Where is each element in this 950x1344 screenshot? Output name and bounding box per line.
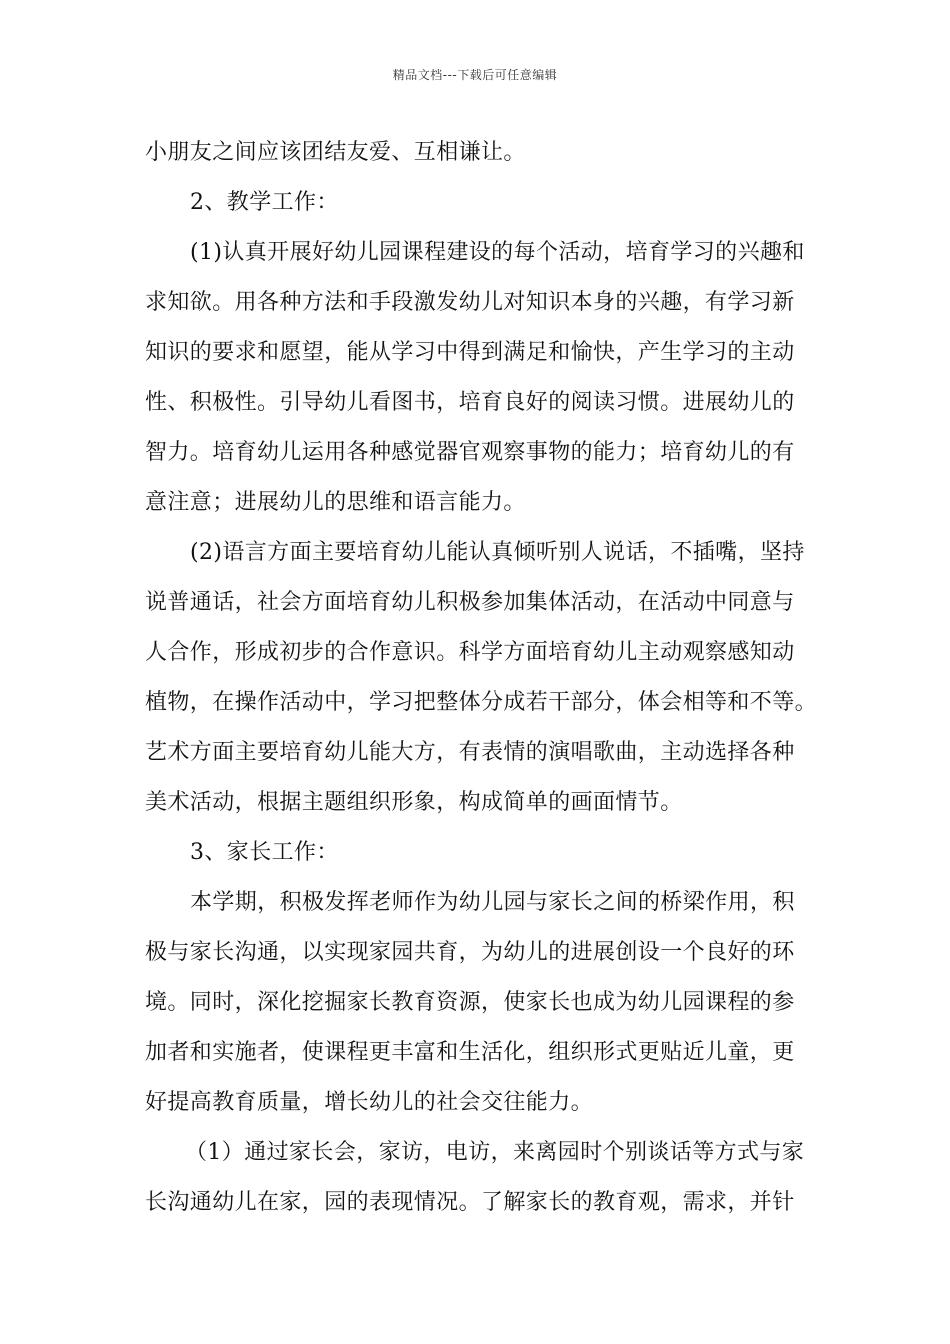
text-line: 长沟通幼儿在家，园的表现情况。了解家长的教育观，需求，并针 bbox=[145, 1190, 795, 1215]
page-header: 精品文档---下载后可任意编辑 bbox=[392, 68, 558, 82]
text-line: 本学期，积极发挥老师作为幼儿园与家长之间的桥梁作用，积 bbox=[190, 890, 795, 915]
text-line: 好提高教育质量，增长幼儿的社会交往能力。 bbox=[145, 1090, 594, 1115]
text-line: 加者和实施者，使课程更丰富和生活化，组织形式更贴近儿童，更 bbox=[145, 1040, 795, 1065]
text-line: 美术活动，根据主题组织形象，构成简单的画面情节。 bbox=[145, 790, 683, 815]
text-line: 说普通话，社会方面培育幼儿积极参加集体活动，在活动中同意与 bbox=[145, 590, 795, 615]
text-line: 人合作，形成初步的合作意识。科学方面培育幼儿主动观察感知动 bbox=[145, 640, 795, 665]
text-line: 植物，在操作活动中，学习把整体分成若干部分，体会相等和不等。 bbox=[145, 690, 818, 715]
text-line: 知识的要求和愿望，能从学习中得到满足和愉快，产生学习的主动 bbox=[145, 340, 795, 365]
text-line: （1）通过家长会，家访，电访，来离园时个别谈话等方式与家 bbox=[185, 1140, 805, 1165]
text-line: (1)认真开展好幼儿园课程建设的每个活动，培育学习的兴趣和 bbox=[190, 240, 805, 265]
section-heading: 3、家长工作： bbox=[190, 840, 339, 865]
text-line: 境。同时，深化挖掘家长教育资源，使家长也成为幼儿园课程的参 bbox=[145, 990, 795, 1015]
text-line: 极与家长沟通，以实现家园共育，为幼儿的进展创设一个良好的环 bbox=[145, 940, 795, 965]
text-line: 智力。培育幼儿运用各种感觉器官观察事物的能力；培育幼儿的有 bbox=[145, 440, 795, 465]
text-line: 意注意；进展幼儿的思维和语言能力。 bbox=[145, 490, 526, 515]
text-line: (2)语言方面主要培育幼儿能认真倾听别人说话，不插嘴，坚持 bbox=[190, 540, 805, 565]
section-heading: 2、教学工作： bbox=[190, 190, 339, 215]
text-line: 小朋友之间应该团结友爱、互相谦让。 bbox=[145, 140, 526, 165]
text-line: 性、积极性。引导幼儿看图书，培育良好的阅读习惯。进展幼儿的 bbox=[145, 390, 795, 415]
document-body bbox=[145, 128, 818, 1228]
text-line: 艺术方面主要培育幼儿能大方，有表情的演唱歌曲，主动选择各种 bbox=[145, 740, 795, 765]
text-line: 求知欲。用各种方法和手段激发幼儿对知识本身的兴趣，有学习新 bbox=[145, 290, 795, 315]
